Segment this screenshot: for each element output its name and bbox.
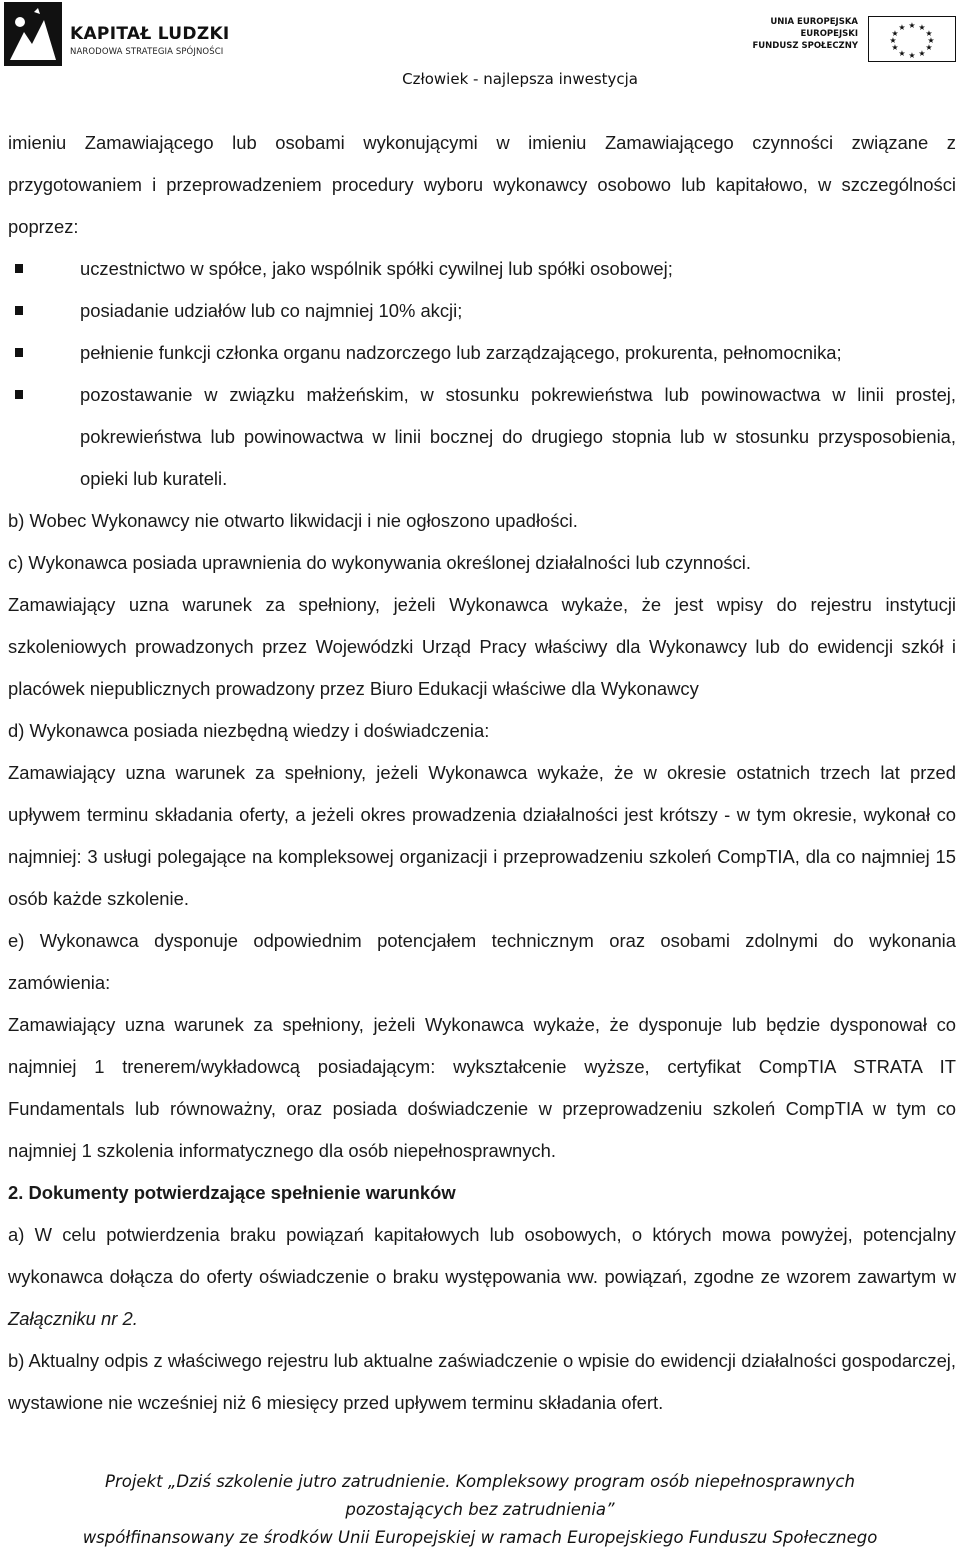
section-2-heading: 2. Dokumenty potwierdzające spełnienie warunków <box>8 1182 456 1203</box>
bullet-item <box>8 290 956 332</box>
kapital-ludzki-emblem-icon <box>4 2 62 66</box>
bullet-square-icon <box>15 390 23 399</box>
svg-text:★: ★ <box>889 36 897 45</box>
svg-text:★: ★ <box>891 43 899 52</box>
document-footer <box>0 1468 960 1552</box>
footer-line-3: współfinansowany ze środków Unii Europejskiej w ramach Europejskiego Funduszu Społecznego <box>82 1528 878 1547</box>
bullet-text: posiadanie udziałów lub co najmniej 10% akcji; <box>80 300 463 321</box>
bullet-text: uczestnictwo w spółce, jako wspólnik spółki cywilnej lub spółki osobowej; <box>80 258 673 279</box>
bullet-text: pozostawanie w związku małżeńskim, w stosunku pokrewieństwa lub powinowactwa w linii prostej, pokrewieństwa lub powinowactwa w linii bocznej do drugiego stopnia lub w stosunku przysposobienia, opieki lub kurateli. <box>80 384 956 489</box>
condition-c-requirement: Zamawiający uzna warunek za spełniony, jeżeli Wykonawca wykaże, że jest wpisy do rejestru instytucji szkoleniowych prowadzonych przez Wojewódzki Urząd Pracy właściwy dla Wykonawcy lub do ewidencji szkół i placówek niepublicznych prowadzony przez Biuro Edukacji właściwe dla Wykonawcy <box>8 594 956 699</box>
bullet-square-icon <box>15 348 23 357</box>
condition-c: c) Wykonawca posiada uprawnienia do wykonywania określonej działalności lub czynności. <box>8 552 751 573</box>
kapital-ludzki-logo <box>4 2 244 66</box>
svg-text:★: ★ <box>898 49 906 58</box>
bullet-square-icon <box>15 306 23 315</box>
document-body <box>8 122 956 1424</box>
svg-text:★: ★ <box>925 43 933 52</box>
section-2-item-a <box>8 1214 956 1340</box>
svg-text:★: ★ <box>918 49 926 58</box>
intro-paragraph: imieniu Zamawiającego lub osobami wykonującymi w imieniu Zamawiającego czynności związane z przygotowaniem i przeprowadzeniem procedury wyboru wykonawcy osobowo lub kapitałowo, w szczególności poprzez: <box>8 132 956 237</box>
header-motto: Człowiek - najlepsza inwestycja <box>402 70 638 88</box>
eu-logo-line1: UNIA EUROPEJSKA <box>770 17 858 27</box>
bullet-text: pełnienie funkcji członka organu nadzorczego lub zarządzającego, prokurenta, pełnomocnika; <box>80 342 842 363</box>
condition-d: d) Wykonawca posiada niezbędną wiedzy i doświadczenia: <box>8 720 490 741</box>
svg-text:★: ★ <box>908 21 916 30</box>
document-header <box>0 0 960 100</box>
eu-logo-line2: EUROPEJSKI <box>800 29 858 39</box>
logo-left-title: KAPITAŁ LUDZKI <box>70 24 230 44</box>
condition-d-requirement: Zamawiający uzna warunek za spełniony, jeżeli Wykonawca wykaże, że w okresie ostatnich trzech lat przed upływem terminu składania oferty, a jeżeli okres prowadzenia działalności jest krótszy - w tym okresie, wykonał co najmniej: 3 usługi polegające na kompleksowej organizacji i przeprowadzeniu szkoleń CompTIA, dla co najmniej 15 osób każde szkolenie. <box>8 762 956 909</box>
bullet-list <box>8 248 956 500</box>
svg-text:★: ★ <box>891 29 899 38</box>
bullet-item <box>8 332 956 374</box>
logo-left-subtitle: NARODOWA STRATEGIA SPÓJNOŚCI <box>70 47 224 57</box>
eu-logo-text <box>752 16 858 52</box>
condition-e: e) Wykonawca dysponuje odpowiednim potencjałem technicznym oraz osobami zdolnymi do wykonania zamówienia: <box>8 930 956 993</box>
condition-e-requirement: Zamawiający uzna warunek za spełniony, jeżeli Wykonawca wykaże, że dysponuje lub będzie dysponował co najmniej 1 trenerem/wykładowcą posiadającym: wykształcenie wyższe, certyfikat CompTIA STRATA IT Fundamentals lub równoważny, oraz posiada doświadczenie w przeprowadzeniu szkoleń CompTIA w tym co najmniej 1 szkolenia informatycznego dla osób niepełnosprawnych. <box>8 1014 956 1161</box>
section-2-item-a-text: a) W celu potwierdzenia braku powiązań kapitałowych lub osobowych, o których mowa powyżej, potencjalny wykonawca dołącza do oferty oświadczenie o braku występowania ww. powiązań, zgodne ze wzorem zawartym w <box>8 1224 956 1287</box>
section-2-item-b: b) Aktualny odpis z właściwego rejestru lub aktualne zaświadczenie o wpisie do ewidencji działalności gospodarczej, wystawione nie wcześniej niż 6 miesięcy przed upływem terminu składania ofert. <box>8 1350 956 1413</box>
svg-text:★: ★ <box>908 51 916 60</box>
svg-text:★: ★ <box>918 23 926 32</box>
eu-logo-line3: FUNDUSZ SPOŁECZNY <box>752 41 858 51</box>
footer-line-1: Projekt „Dziś szkolenie jutro zatrudnienie. Kompleksowy program osób niepełnosprawnych <box>105 1472 855 1491</box>
attachment-reference: Załączniku nr 2. <box>8 1308 138 1329</box>
eu-flag-icon <box>868 16 956 62</box>
bullet-item <box>8 374 956 500</box>
eu-logo <box>748 16 960 62</box>
footer-line-2: pozostających bez zatrudnienia” <box>345 1500 615 1519</box>
svg-text:★: ★ <box>927 36 935 45</box>
bullet-square-icon <box>15 264 23 273</box>
svg-text:★: ★ <box>898 23 906 32</box>
svg-text:★: ★ <box>925 29 933 38</box>
condition-b: b) Wobec Wykonawcy nie otwarto likwidacji i nie ogłoszono upadłości. <box>8 510 578 531</box>
bullet-item <box>8 248 956 290</box>
